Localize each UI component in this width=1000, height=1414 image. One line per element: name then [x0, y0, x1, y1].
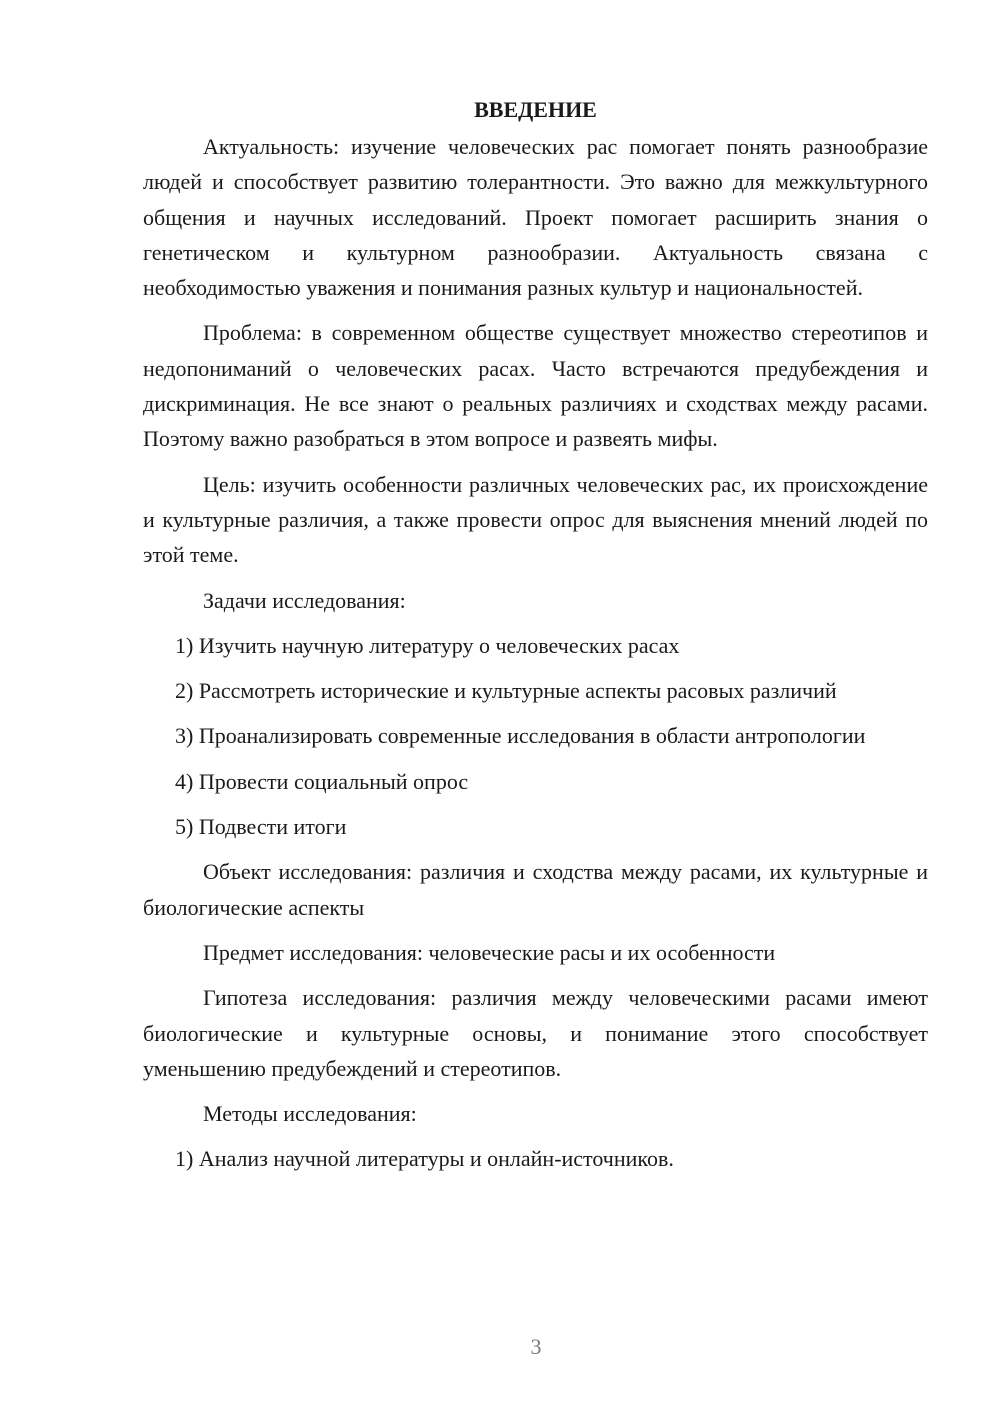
page-title: ВВЕДЕНИЕ — [474, 97, 597, 122]
paragraph-hypothesis: Гипотеза исследования: различия между человеческими расами имеют биологические и культурные основы, и понимание этого способствует уменьшению предубеждений и стереотипов. — [143, 985, 928, 1081]
paragraph-relevance: Актуальность: изучение человеческих рас помогает понять разнообразие людей и способствует развитию толерантности. Это важно для межкультурного общения и научных исследований. Проект помогает расширить знания о генетическом и культурном разнообразии. Актуальность связана с необходимостью уважения и понимания разных культур и национальностей. — [143, 134, 928, 301]
tasks-heading: Задачи исследования: — [203, 587, 406, 613]
page-number: 3 — [530, 1334, 542, 1359]
paragraph-subject: Предмет исследования: человеческие расы и их особенности — [203, 939, 776, 965]
task-item-3: 3) Проанализировать современные исследования в области антропологии — [175, 723, 866, 749]
page-body — [143, 92, 928, 1187]
paragraph-goal: Цель: изучить особенности различных человеческих рас, их происхождение и культурные различия, а также провести опрос для выяснения мнений людей по этой теме. — [143, 471, 928, 568]
method-item-1: 1) Анализ научной литературы и онлайн-источников. — [175, 1146, 674, 1172]
methods-heading: Методы исследования: — [203, 1101, 417, 1127]
task-item-1: 1) Изучить научную литературу о человеческих расах — [175, 632, 680, 658]
task-item-5: 5) Подвести итоги — [175, 814, 347, 840]
paragraph-object: Объект исследования: различия и сходства между расами, их культурные и биологические аспекты — [143, 859, 928, 920]
task-item-4: 4) Провести социальный опрос — [175, 768, 469, 794]
paragraph-problem: Проблема: в современном обществе существует множество стереотипов и недопониманий о человеческих расах. Часто встречаются предубеждения и дискриминация. Не все знают о реальных различиях и сходствах между расами. Поэтому важно разобраться в этом вопросе и развеять мифы. — [143, 320, 928, 452]
task-item-2: 2) Рассмотреть исторические и культурные аспекты расовых различий — [175, 678, 837, 704]
